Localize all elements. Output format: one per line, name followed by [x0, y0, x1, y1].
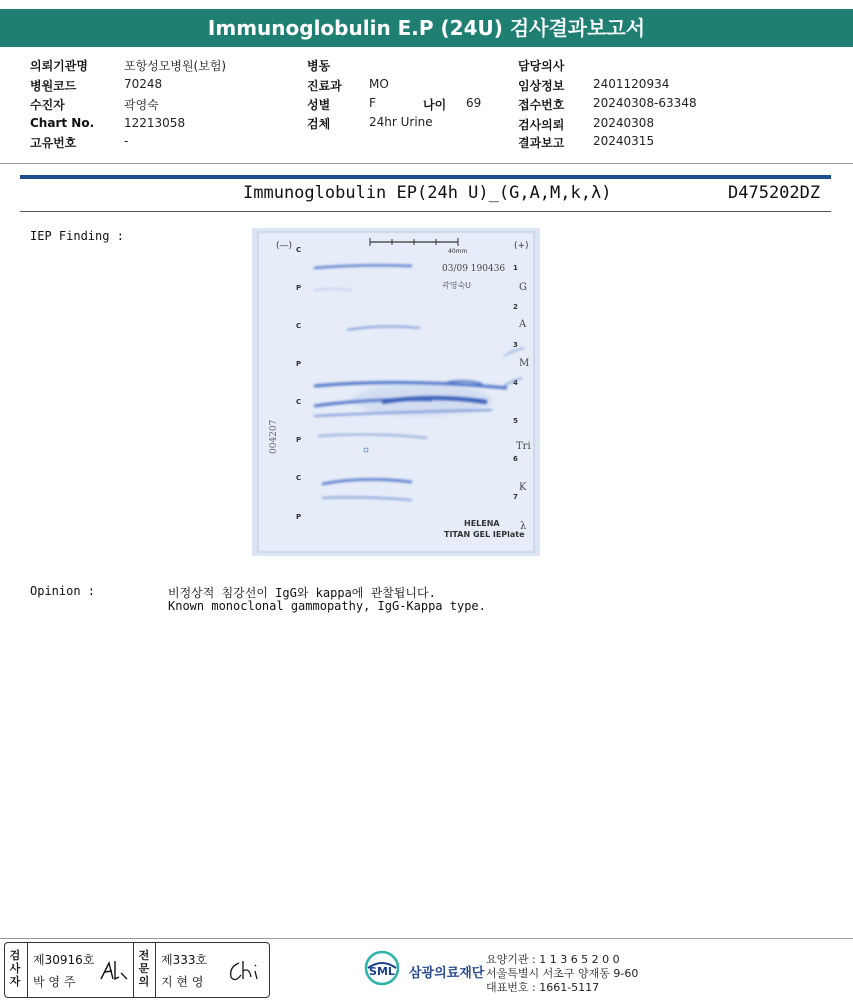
gel-row-label: C: [296, 398, 302, 406]
brand-helena: HELENA: [464, 519, 500, 528]
gel-antiserum-label: λ: [520, 521, 527, 532]
gel-lane-number: 6: [513, 455, 518, 463]
footer-divider: [0, 938, 853, 939]
patient-value: 곽영숙: [124, 98, 159, 112]
signature-box: [4, 942, 270, 998]
doctor-label: 담당의사: [518, 59, 565, 73]
gel-antiserum-label: Tri: [516, 441, 531, 452]
accent-line: [20, 175, 831, 179]
sml-logo-text: SML: [369, 965, 395, 978]
gel-antiserum-label: K: [519, 482, 527, 493]
receipt-label: 접수번호: [518, 98, 565, 112]
stamp-name: 곽영숙U: [442, 281, 472, 290]
gel-row-label: P: [296, 436, 302, 444]
tech-vertical-label: 검 사 자: [9, 949, 21, 988]
hospital-value: 포항성모병원(보험): [124, 59, 227, 73]
finding-label: IEP Finding :: [30, 229, 124, 243]
patient-label: 수진자: [30, 98, 65, 112]
gel-row-label: C: [296, 474, 302, 482]
sig-separator: [27, 943, 28, 997]
gel-antiserum-label: M: [519, 358, 530, 369]
gel-lane-number: 7: [513, 493, 518, 501]
gel-row-label: C: [296, 246, 302, 254]
dept-label: 진료과: [307, 79, 342, 93]
scale-label: 40mm: [448, 248, 468, 255]
minus-label: (—): [276, 241, 293, 251]
gel-lane-number: 2: [513, 303, 518, 311]
gel-row-label: P: [296, 360, 302, 368]
test-name: Immunoglobulin EP(24h U)_(G,A,M,k,λ): [243, 183, 612, 203]
doc-license: 제333호: [161, 953, 208, 967]
specimen-value: 24hr Urine: [369, 115, 433, 129]
hospcode-label: 병원코드: [30, 79, 77, 93]
sig-separator: [133, 943, 134, 997]
gel-haze: [352, 384, 492, 416]
opinion-line-1: 비정상적 침강선이 IgG와 kappa에 관찰됩니다.: [168, 586, 436, 600]
tech-name: 박 영 주: [33, 975, 76, 989]
request-label: 검사의뢰: [518, 118, 565, 132]
org-code: 요양기관 : 1 1 3 6 5 2 0 0: [486, 953, 620, 966]
sig-separator: [155, 943, 156, 997]
test-divider: [20, 211, 831, 212]
result-value: 20240315: [593, 134, 655, 148]
report-title: Immunoglobulin E.P (24U) 검사결과보고서: [0, 9, 853, 47]
unique-value: -: [124, 134, 129, 148]
header-divider: [0, 163, 853, 164]
result-label: 결과보고: [518, 136, 565, 150]
brand-titan: TITAN GEL IEPlate: [444, 530, 525, 539]
gel-row-label: P: [296, 513, 302, 521]
iep-gel-image: [252, 228, 540, 556]
age-value: 69: [466, 96, 482, 110]
age-label: 나이: [423, 98, 447, 112]
tech-signature: [97, 957, 129, 985]
gel-lane-number: 5: [513, 417, 518, 425]
doc-signature: [225, 957, 261, 985]
hospcode-value: 70248: [124, 77, 163, 91]
clinical-value: 2401120934: [593, 77, 670, 91]
gel-antiserum-label: G: [519, 282, 527, 293]
gel-lane-number: 3: [513, 341, 518, 349]
test-code: D475202DZ: [728, 183, 821, 203]
unique-label: 고유번호: [30, 136, 77, 150]
org-name: 삼광의료재단: [409, 966, 485, 981]
doc-vertical-label: 전 문 의: [138, 949, 150, 988]
chart-value: 12213058: [124, 116, 186, 130]
doc-name: 지 현 영: [161, 975, 204, 989]
request-value: 20240308: [593, 116, 655, 130]
hospital-label: 의뢰기관명: [30, 59, 88, 73]
chart-label: Chart No.: [30, 116, 95, 130]
sml-logo-icon: [364, 950, 400, 986]
dept-value: MO: [369, 77, 389, 91]
sex-label: 성별: [307, 98, 331, 112]
ward-label: 병동: [307, 59, 331, 73]
clinical-label: 임상정보: [518, 79, 565, 93]
receipt-value: 20240308-63348: [593, 96, 697, 110]
sex-value: F: [369, 96, 376, 110]
opinion-line-2: Known monoclonal gammopathy, IgG-Kappa type.: [168, 599, 486, 613]
gel-lane-number: 4: [513, 379, 518, 387]
stamp-date: 03/09 190436: [442, 264, 506, 274]
gel-antiserum-label: A: [519, 319, 527, 330]
org-phone: 대표번호 : 1661-5117: [486, 981, 600, 994]
org-address: 서울특별시 서초구 양재동 9-60: [486, 967, 639, 980]
opinion-label: Opinion :: [30, 584, 96, 598]
plus-label: (+): [514, 241, 529, 251]
side-number: 004207: [269, 419, 279, 454]
gel-row-label: P: [296, 284, 302, 292]
specimen-label: 검체: [307, 117, 331, 131]
tech-license: 제30916호: [33, 953, 95, 967]
gel-lane-number: 1: [513, 264, 518, 272]
gel-row-label: C: [296, 322, 302, 330]
